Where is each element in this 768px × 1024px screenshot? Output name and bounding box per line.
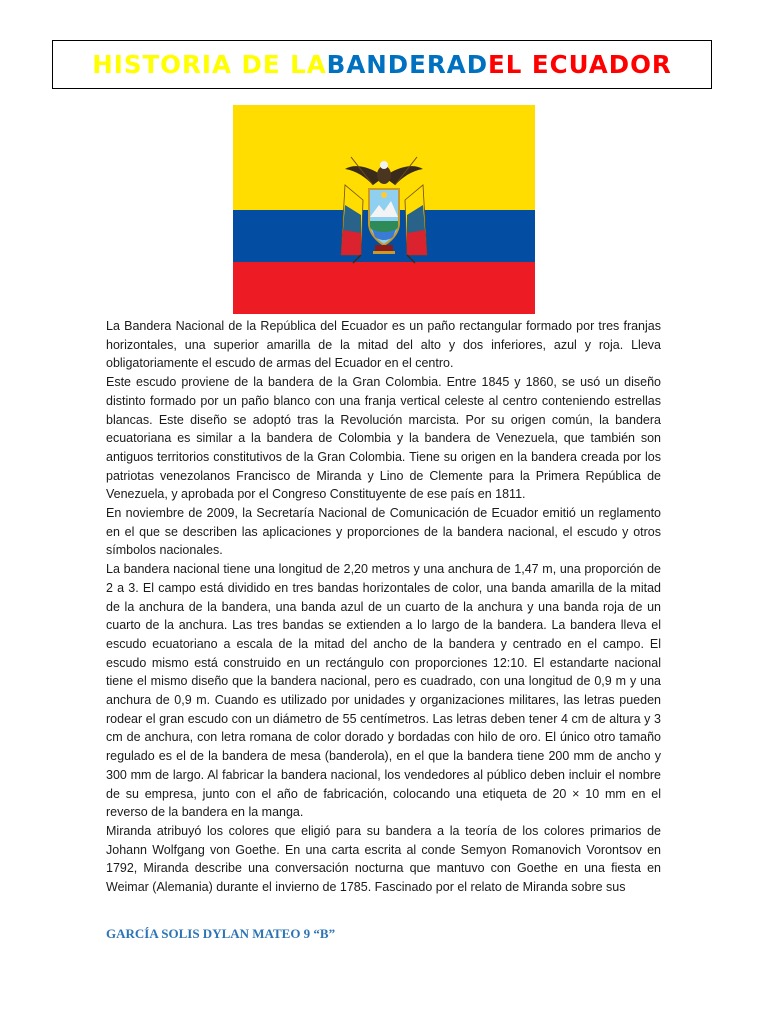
flag-red-band [233,262,535,314]
paragraph: Este escudo proviene de la bandera de la Gran Colombia. Entre 1845 y 1860, se usó un diseño distinto formado por un paño blanco con una franja vertical celeste al centro conteniendo estrellas blancas. Este diseño se adoptó tras la Revolución marcista. Por su origen común, la bandera ecuatoriana es similar a la bandera de Colombia y la bandera de Venezuela, que también son antiguos territorios constitutivos de la Gran Colombia. Tiene su origen en la bandera creada por los patriotas venezolanos Francisco de Miranda y Lino de Clemente para la Primera República de Venezuela, y aprobada por el Congreso Constituyente de ese país en 1811. [106,375,661,502]
article-body [106,317,661,897]
title-part-blue-2: D [466,50,489,79]
title-part-red: EL ECUADOR [488,50,672,79]
paragraph: Miranda atribuyó los colores que eligió para su bandera a la teoría de los colores primarios de Johann Wolfgang von Goethe. En una carta escrita al conde Semyon Romanovich Vorontsov en 1792, Miranda describe una conversación nocturna que mantuvo con Goethe en una fiesta en Weimar (Alemania) durante el invierno de 1785. Fascinado por el relato de Miranda sobre sus [106,823,661,895]
paragraph: La Bandera Nacional de la República del Ecuador es un paño rectangular formado por tres franjas horizontales, una superior amarilla de la mitad del alto y dos inferiores, azul y roja. Lleva obligatoriamente el escudo de armas del Ecuador en el centro. [106,319,661,371]
paragraph: En noviembre de 2009, la Secretaría Nacional de Comunicación de Ecuador emitió un reglamento en el que se describen las aplicaciones y proporciones de la bandera nacional, el escudo y otros símbolos nacionales. [106,506,661,558]
paragraph: La bandera nacional tiene una longitud de 2,20 metros y una anchura de 1,47 m, una proporción de 2 a 3. El campo está dividido en tres bandas horizontales de color, una banda amarilla de la mitad de la anchura de la bandera, una banda azul de un cuarto de la anchura y una banda roja de un cuarto de la anchura. Las tres bandas se extienden a lo largo de la bandera. La bandera lleva el escudo ecuatoriano a escala de la mitad del ancho de la bandera y centrado en el campo. El escudo mismo está construido en un rectángulo con proporciones 12:10. El estandarte nacional tiene el mismo diseño que la bandera nacional, pero es cuadrado, con una longitud de 0,9 m y una anchura de 0,9 m. Cuando es utilizado por unidades y organizaciones militares, las letras pueden rodear el gran escudo con un diámetro de 55 centímetros. Las letras deben tener 4 cm de altura y 3 cm de anchura, con letra romana de color dorado y bordadas con hilo de oro. El único otro tamaño regulado es el de la bandera de mesa (banderola), en el que la bandera tiene 200 mm de ancho y 300 mm de largo. Al fabricar la bandera nacional, los vendedores al público deben incluir el nombre de su empresa, junto con el año de fabricación, colocando una etiqueta de 20 × 10 mm en el reverso de la bandera en la manga. [106,562,661,820]
title-part-yellow: HISTORIA DE LA [92,50,327,79]
author-line: GARCÍA SOLIS DYLAN MATEO 9 “B” [106,926,336,941]
title-part-blue: BANDERA [326,50,467,79]
document-title [52,40,712,89]
ecuador-flag-image [233,105,535,314]
